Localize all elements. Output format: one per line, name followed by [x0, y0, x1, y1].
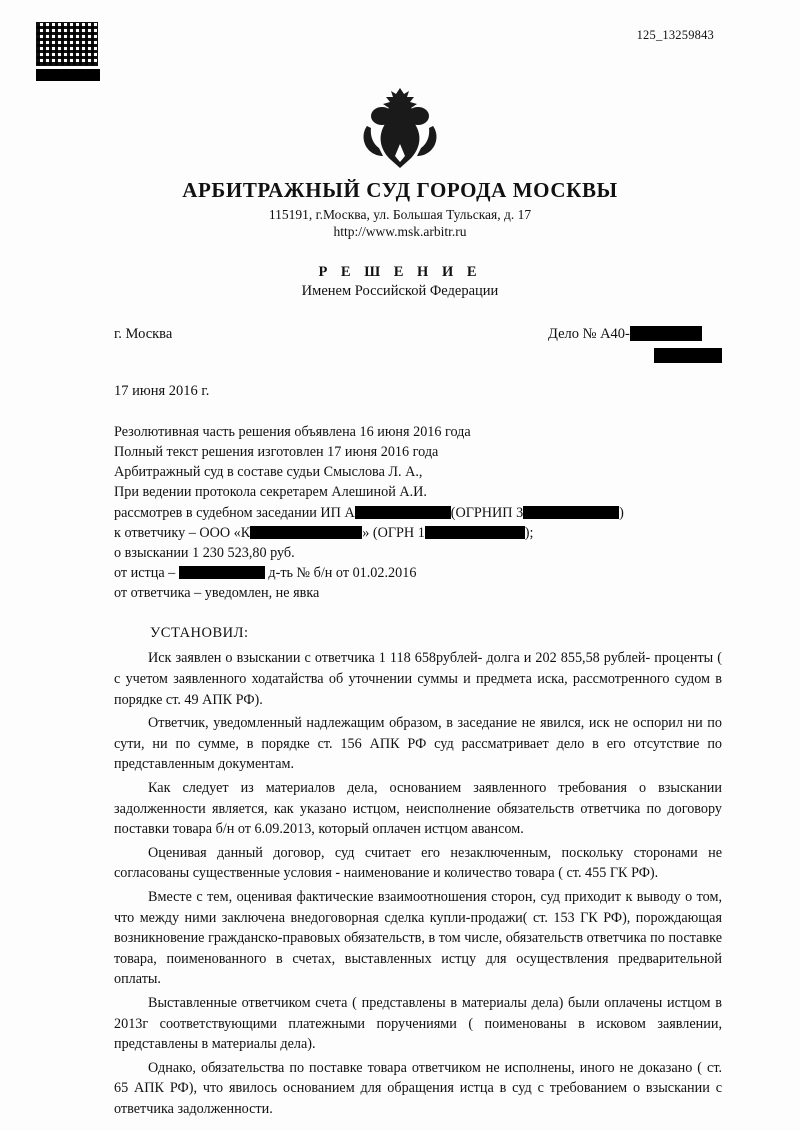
intro-block: [114, 422, 722, 603]
city-label: г. Москва: [114, 326, 173, 342]
claim-amount-line: о взыскании 1 230 523,80 руб.: [114, 544, 295, 561]
intro-line: Полный текст решения изготовлен 17 июня 2016 года: [114, 444, 439, 461]
paragraph: Вместе с тем, оценивая фактические взаимоотношения сторон, суд приходит к выводу о том, что между ними заключена внедоговорная сделка купли-продажи( ст. 153 ГК РФ), порождающая возникновение гражданско-правовых обязательств, в том числе, обязательств ответчика по поставке товара, поименованного в счетах, выставленных истцу для осуществления предварительной оплаты.: [114, 888, 722, 988]
document-body: [0, 326, 800, 1119]
redaction-bar: [355, 506, 451, 519]
defendant-line: [114, 523, 722, 543]
plaintiff-mid: (ОГРНИП 3: [450, 504, 524, 521]
court-heading-block: [0, 178, 800, 240]
from-plaintiff-prefix: от истца –: [114, 565, 176, 582]
intro-line: Арбитражный суд в составе судьи Смыслова Л. А.,: [114, 464, 423, 481]
qr-code-block: [36, 22, 102, 88]
case-number-label: Дело № А40-: [548, 326, 630, 342]
court-address: 115191, г.Москва, ул. Большая Тульская, д. 17: [268, 207, 532, 222]
document-header-row: [0, 0, 800, 80]
from-plaintiff-suffix: д-ть № б/н от 01.02.2016: [268, 565, 417, 582]
document-number: 125_13259843: [636, 28, 714, 42]
paragraph: Как следует из материалов дела, основанием заявленного требования о взыскании задолженности является, как указано истцом, неисполнение обязательств ответчика по договору поставки товара б/н от 6.09.2013, который оплачен истцом авансом.: [114, 779, 722, 838]
plaintiff-prefix: рассмотрев в судебном заседании ИП А: [114, 504, 355, 521]
redaction-bar: [630, 326, 702, 341]
paragraph: Выставленные ответчиком счета ( представлены в материалы дела) были оплачены истцом в 2013г соответствующими платежными поручениями ( поименованы в исковом заявлении, представлены в материалы дела).: [114, 994, 722, 1053]
decision-subtitle: Именем Российской Федерации: [301, 283, 499, 299]
defendant-representative-line: от ответчика – уведомлен, не явка: [114, 585, 320, 602]
emblem-container: [0, 82, 800, 174]
defendant-mid: » (ОГРН 1: [362, 524, 425, 541]
redaction-bar: [425, 526, 525, 539]
redaction-bar: [523, 506, 619, 519]
intro-line: При ведении протокола секретарем Алешиной А.И.: [114, 484, 427, 501]
decision-word: Р Е Ш Е Н И Е: [318, 264, 482, 280]
court-title: АРБИТРАЖНЫЙ СУД ГОРОДА МОСКВЫ: [182, 178, 618, 202]
redaction-bar: [250, 526, 362, 539]
russian-coat-of-arms-icon: [357, 82, 443, 172]
plaintiff-suffix: ): [619, 504, 624, 521]
qr-code-icon: [36, 22, 98, 66]
plaintiff-representative-line: [114, 563, 722, 583]
case-number-block: [548, 326, 722, 363]
paragraph: Иск заявлен о взыскании с ответчика 1 118 658рублей- долга и 202 855,58 рублей- проценты ( с учетом заявленного ходатайства об уточнении суммы и предмета иска, рассмотренного судом в порядке ст. 49 АПК РФ).: [114, 650, 722, 708]
case-row: [114, 326, 722, 363]
decision-heading-block: [0, 264, 800, 300]
redaction-bar: [179, 566, 265, 579]
court-website: http://www.msk.arbitr.ru: [333, 224, 467, 239]
paragraph: Однако, обязательства по поставке товара ответчиком не исполнены, иного не доказано ( ст. 65 АПК РФ), что явилось основанием для обращения истца в суд с требованием о взыскании с ответчика задолженности.: [114, 1059, 722, 1117]
intro-line: Резолютивная часть решения объявлена 16 июня 2016 года: [114, 424, 471, 440]
paragraph: Оценивая данный договор, суд считает его незаключенным, поскольку сторонами не согласованы существенные условия - наименование и количество товара ( ст. 455 ГК РФ).: [114, 844, 722, 882]
redaction-bar: [36, 69, 100, 81]
established-heading: УСТАНОВИЛ:: [150, 625, 249, 642]
defendant-suffix: );: [524, 524, 534, 541]
plaintiff-line: [114, 503, 722, 523]
decision-date: 17 июня 2016 г.: [114, 383, 210, 399]
defendant-prefix: к ответчику – ООО «К: [114, 524, 251, 541]
redaction-bar: [654, 348, 722, 363]
paragraph: Ответчик, уведомленный надлежащим образом, в заседание не явился, иск не оспорил ни по сути, ни по сумме, в порядке ст. 156 АПК РФ суд рассматривает дело в его отсутствие по представленным документам.: [114, 715, 722, 773]
